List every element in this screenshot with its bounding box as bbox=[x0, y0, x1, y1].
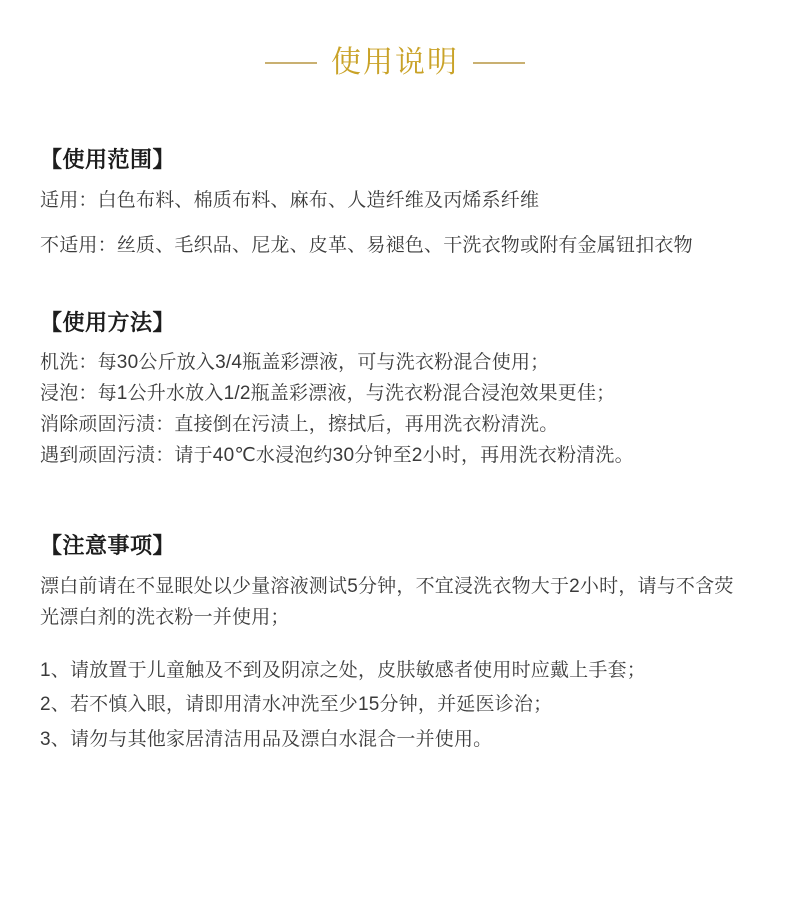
section-title-usage-method: 【使用方法】 bbox=[40, 309, 176, 335]
precaution-spacer bbox=[40, 648, 750, 656]
usage-method-soak: 浸泡：每1公升水放入1/2瓶盖彩漂液，与洗衣粉混合浸泡效果更佳； bbox=[40, 383, 616, 405]
section-spacer-1 bbox=[40, 288, 750, 308]
section-usage-scope bbox=[40, 145, 750, 261]
precaution-item-3: 3、请勿与其他家居清洁用品及漂白水混合一并使用。 bbox=[40, 729, 493, 751]
decorative-rule-right bbox=[473, 62, 525, 64]
section-spacer-2 bbox=[40, 497, 750, 531]
usage-scope-not-applicable: 不适用：丝质、毛织品、尼龙、皮革、易褪色、干洗衣物或附有金属钮扣衣物 bbox=[40, 234, 693, 256]
precaution-item-2: 2、若不慎入眼，请即用清水冲洗至少15分钟，并延医诊治； bbox=[40, 694, 553, 716]
usage-method-stubborn-stain: 消除顽固污渍：直接倒在污渍上，擦拭后，再用洗衣粉清洗。 bbox=[40, 413, 559, 435]
precaution-intro: 漂白前请在不显眼处以少量溶液测试5分钟，不宜浸洗衣物大于2小时，请与不含荧光漂白剂的洗衣粉一并使用； bbox=[40, 576, 734, 628]
instruction-content bbox=[40, 109, 750, 756]
usage-method-machine-wash: 机洗：每30公斤放入3/4瓶盖彩漂液，可与洗衣粉混合使用； bbox=[40, 352, 550, 374]
section-title-usage-scope: 【使用范围】 bbox=[40, 147, 176, 173]
usage-method-stubborn-stain-soak: 遇到顽固污渍：请于40℃水浸泡约30分钟至2小时，再用洗衣粉清洗。 bbox=[40, 444, 634, 466]
section-usage-method bbox=[40, 308, 750, 472]
precaution-item-1: 1、请放置于儿童触及不到及阴凉之处，皮肤敏感者使用时应戴上手套； bbox=[40, 659, 646, 681]
section-precautions bbox=[40, 531, 750, 756]
section-title-precautions: 【注意事项】 bbox=[40, 533, 176, 559]
page-title: 使用说明 bbox=[331, 46, 459, 80]
usage-scope-applicable: 适用：白色布料、棉质布料、麻布、人造纤维及丙烯系纤维 bbox=[40, 189, 540, 211]
decorative-rule-left bbox=[265, 62, 317, 64]
page-header bbox=[40, 0, 750, 109]
